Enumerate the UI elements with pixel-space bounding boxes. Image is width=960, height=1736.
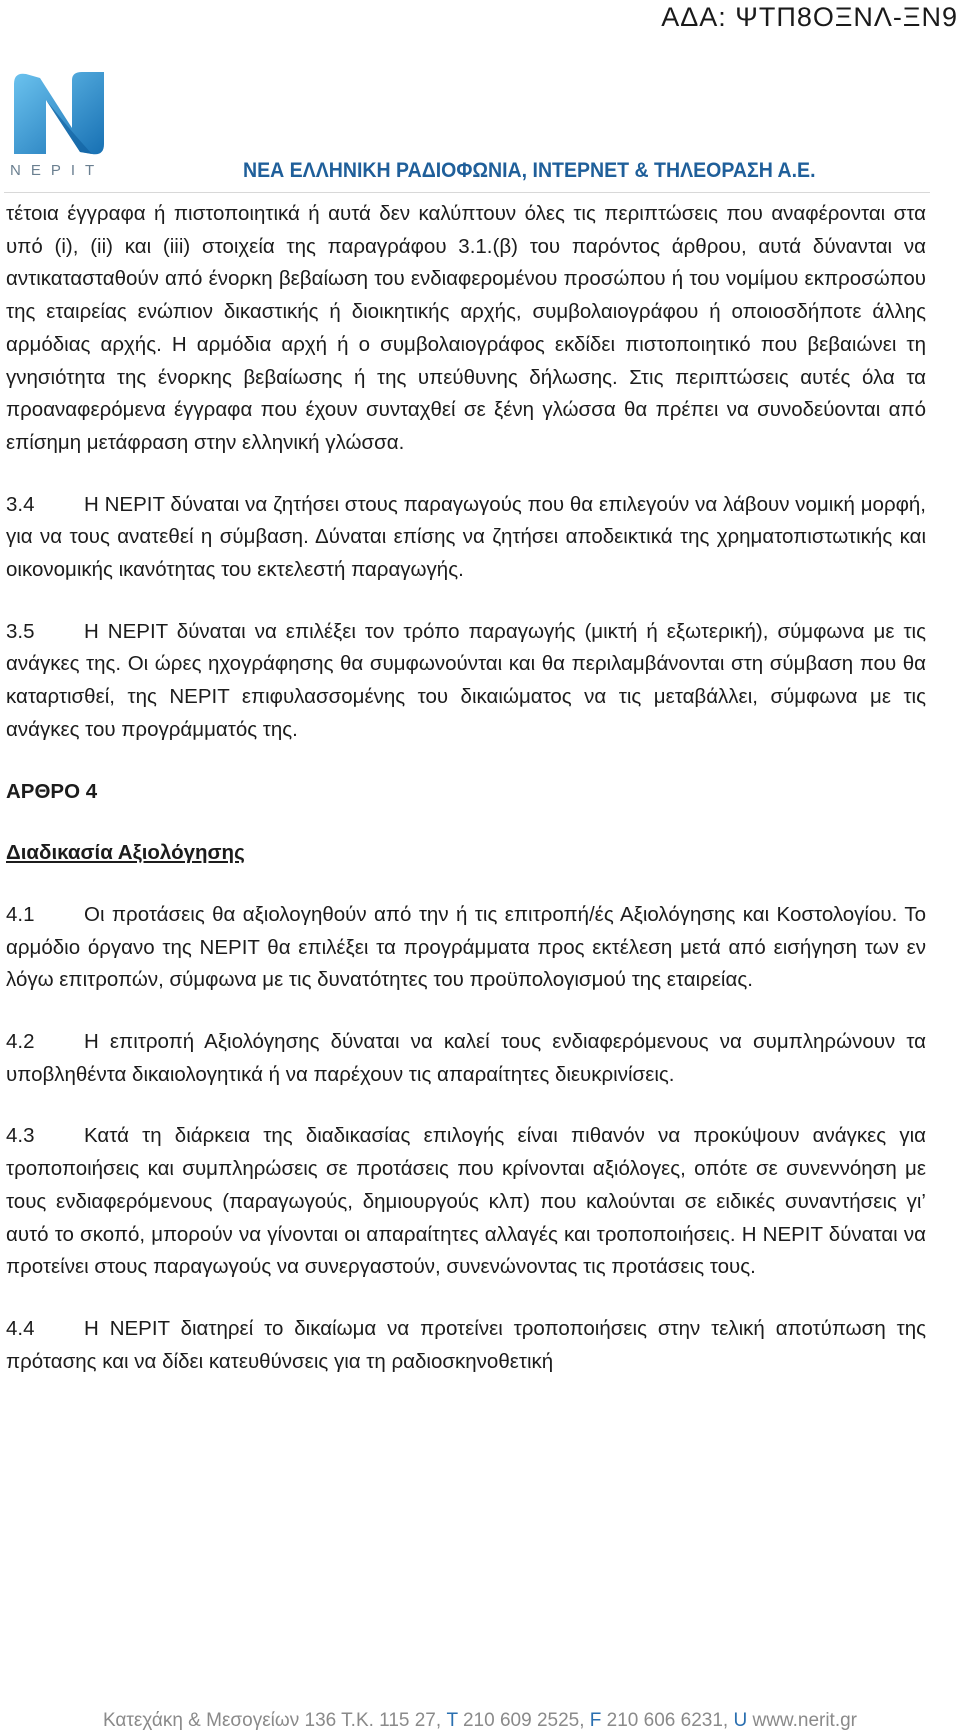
header-divider (4, 192, 930, 193)
paragraph-4-3 (6, 1120, 926, 1284)
nerit-logo (10, 70, 110, 180)
footer-url[interactable]: www.nerit.gr (747, 1710, 858, 1731)
nerit-logo-text: NEPIT (10, 162, 105, 179)
page-footer (0, 1710, 960, 1732)
company-name: ΝΕΑ ΕΛΛΗΝΙΚΗ ΡΑΔΙΟΦΩΝΙΑ, ΙΝΤΕΡΝΕΤ & ΤΗΛΕΟΡΑΣΗ Α.Ε. (243, 159, 816, 182)
article-heading: ΑΡΘΡΟ 4 (6, 779, 98, 803)
paragraph-intro: τέτοια έγγραφα ή πιστοποιητικά ή αυτά δεν καλύπτουν όλες τις περιπτώσεις που αναφέρονται στα υπό (i), (ii) και (iii) στοιχεία της παραγράφου 3.1.(β) του παρόντος άρθρου, αυτά δύνανται να αντικατασταθούν από ένορκη βεβαίωση του ενδιαφερομένου προσώπου ή του νομίμου εκπροσώπου της εταιρείας ενώπιον δικαστικής ή διοικητικής αρχής, συμβολαιογράφου ή οποιοσδήποτε άλλης αρμόδιας αρχής. Η αρμόδια αρχή ή ο συμβολαιογράφος εκδίδει πιστοποιητικό που βεβαιώνει τη γνησιότητα της ένορκης βεβαίωσης ή της υπεύθυνης δήλωσης. Στις περιπτώσεις αυτές όλα τα προαναφερόμενα έγγραφα που έχουν συνταχθεί σε ξένη γλώσσα θα πρέπει να συνοδεύονται από επίσημη μετάφραση στην ελληνική γλώσσα. (6, 202, 926, 454)
footer-phone: 210 609 2525, (457, 1710, 590, 1731)
paragraph-text: Η ΝΕΡΙΤ δύναται να επιλέξει τον τρόπο παραγωγής (μικτή ή εξωτερική), σύμφωνα με τις ανάγκες της. Οι ώρες ηχογράφησης θα συμφωνούνται και θα περιλαμβάνονται στη σύμβαση που θα καταρτισθεί, της ΝΕΡΙΤ επιφυλασσομένης του δικαιώματος να τις μεταβάλλει, σύμφωνα με τις ανάγκες του προγράμματός της. (6, 619, 926, 741)
paragraph-3-5 (6, 616, 926, 747)
paragraph-number: 4.1 (6, 902, 35, 926)
paragraph-4-2 (6, 1026, 926, 1091)
footer-fax-label: F (589, 1710, 602, 1731)
paragraph-text: Η ΝΕΡΙΤ διατηρεί το δικαίωμα να προτείνει τροποποιήσεις στην τελική αποτύπωση της πρότασης και να δίδει κατευθύνσεις για τη ραδιοσκηνοθετική (6, 1316, 926, 1373)
paragraph-number: 4.4 (6, 1316, 35, 1340)
footer-address: Κατεχάκη & Μεσογείων 136 Τ.Κ. 115 27, (102, 1710, 447, 1731)
paragraph-text: Οι προτάσεις θα αξιολογηθούν από την ή τις επιτροπή/ές Αξιολόγησης και Κοστολογίου. Το αρμόδιο όργανο της ΝΕΡΙΤ θα επιλέξει τα προγράμματα προς εκτέλεση μετά από εισήγηση των εν λόγω επιτροπών, σύμφωνα με τις δυνατότητες του προϋπολογισμού της εταιρείας. (6, 902, 926, 992)
paragraph-3-4 (6, 489, 926, 587)
paragraph-4-1 (6, 899, 926, 997)
paragraph-4-4 (6, 1313, 926, 1378)
paragraph-number: 4.2 (6, 1030, 35, 1054)
document-body (6, 198, 926, 1407)
paragraph-text: Κατά τη διάρκεια της διαδικασίας επιλογής είναι πιθανόν να προκύψουν ανάγκες για τροποποιήσεις και συμπληρώσεις σε προτάσεις που κρίνονται αξιόλογες, οπότε σε συνεννόηση με τους ενδιαφερόμενους (παραγωγούς, δημιουργούς κλπ) που καλούνται σε ειδικές συναντήσεις γι’ αυτό το σκοπό, μπορούν να γίνονται οι απαραίτητες αλλαγές και τροποποιήσεις. Η ΝΕΡΙΤ δύναται να προτείνει στους παραγωγούς να συνεργαστούν, συνενώνοντας τις προτάσεις τους. (6, 1124, 926, 1279)
footer-fax: 210 606 6231, (601, 1710, 734, 1731)
footer-url-label: U (733, 1710, 748, 1731)
paragraph-number: 4.3 (6, 1124, 35, 1148)
footer-phone-label: T (446, 1710, 458, 1731)
paragraph-number: 3.5 (6, 619, 35, 643)
paragraph-number: 3.4 (6, 492, 35, 516)
article-title: Διαδικασία Αξιολόγησης (6, 841, 245, 865)
ada-code: ΑΔΑ: ΨΤΠ8ΟΞΝΛ-ΞΝ9 (661, 2, 958, 32)
paragraph-text: Η ΝΕΡΙΤ δύναται να ζητήσει στους παραγωγούς που θα επιλεγούν να λάβουν νομική μορφή, για να τους ανατεθεί η σύμβαση. Δύναται επίσης να ζητήσει αποδεικτικά της χρηματοπιστωτικής και οικονομικής ικανότητας του εκτελεστή παραγωγής. (6, 492, 926, 582)
nerit-logo-mark (10, 70, 110, 160)
paragraph-text: Η επιτροπή Αξιολόγησης δύναται να καλεί τους ενδιαφερόμενους να συμπληρώνουν τα υποβληθέντα δικαιολογητικά ή να παρέχουν τις απαραίτητες διευκρινίσεις. (6, 1030, 926, 1086)
